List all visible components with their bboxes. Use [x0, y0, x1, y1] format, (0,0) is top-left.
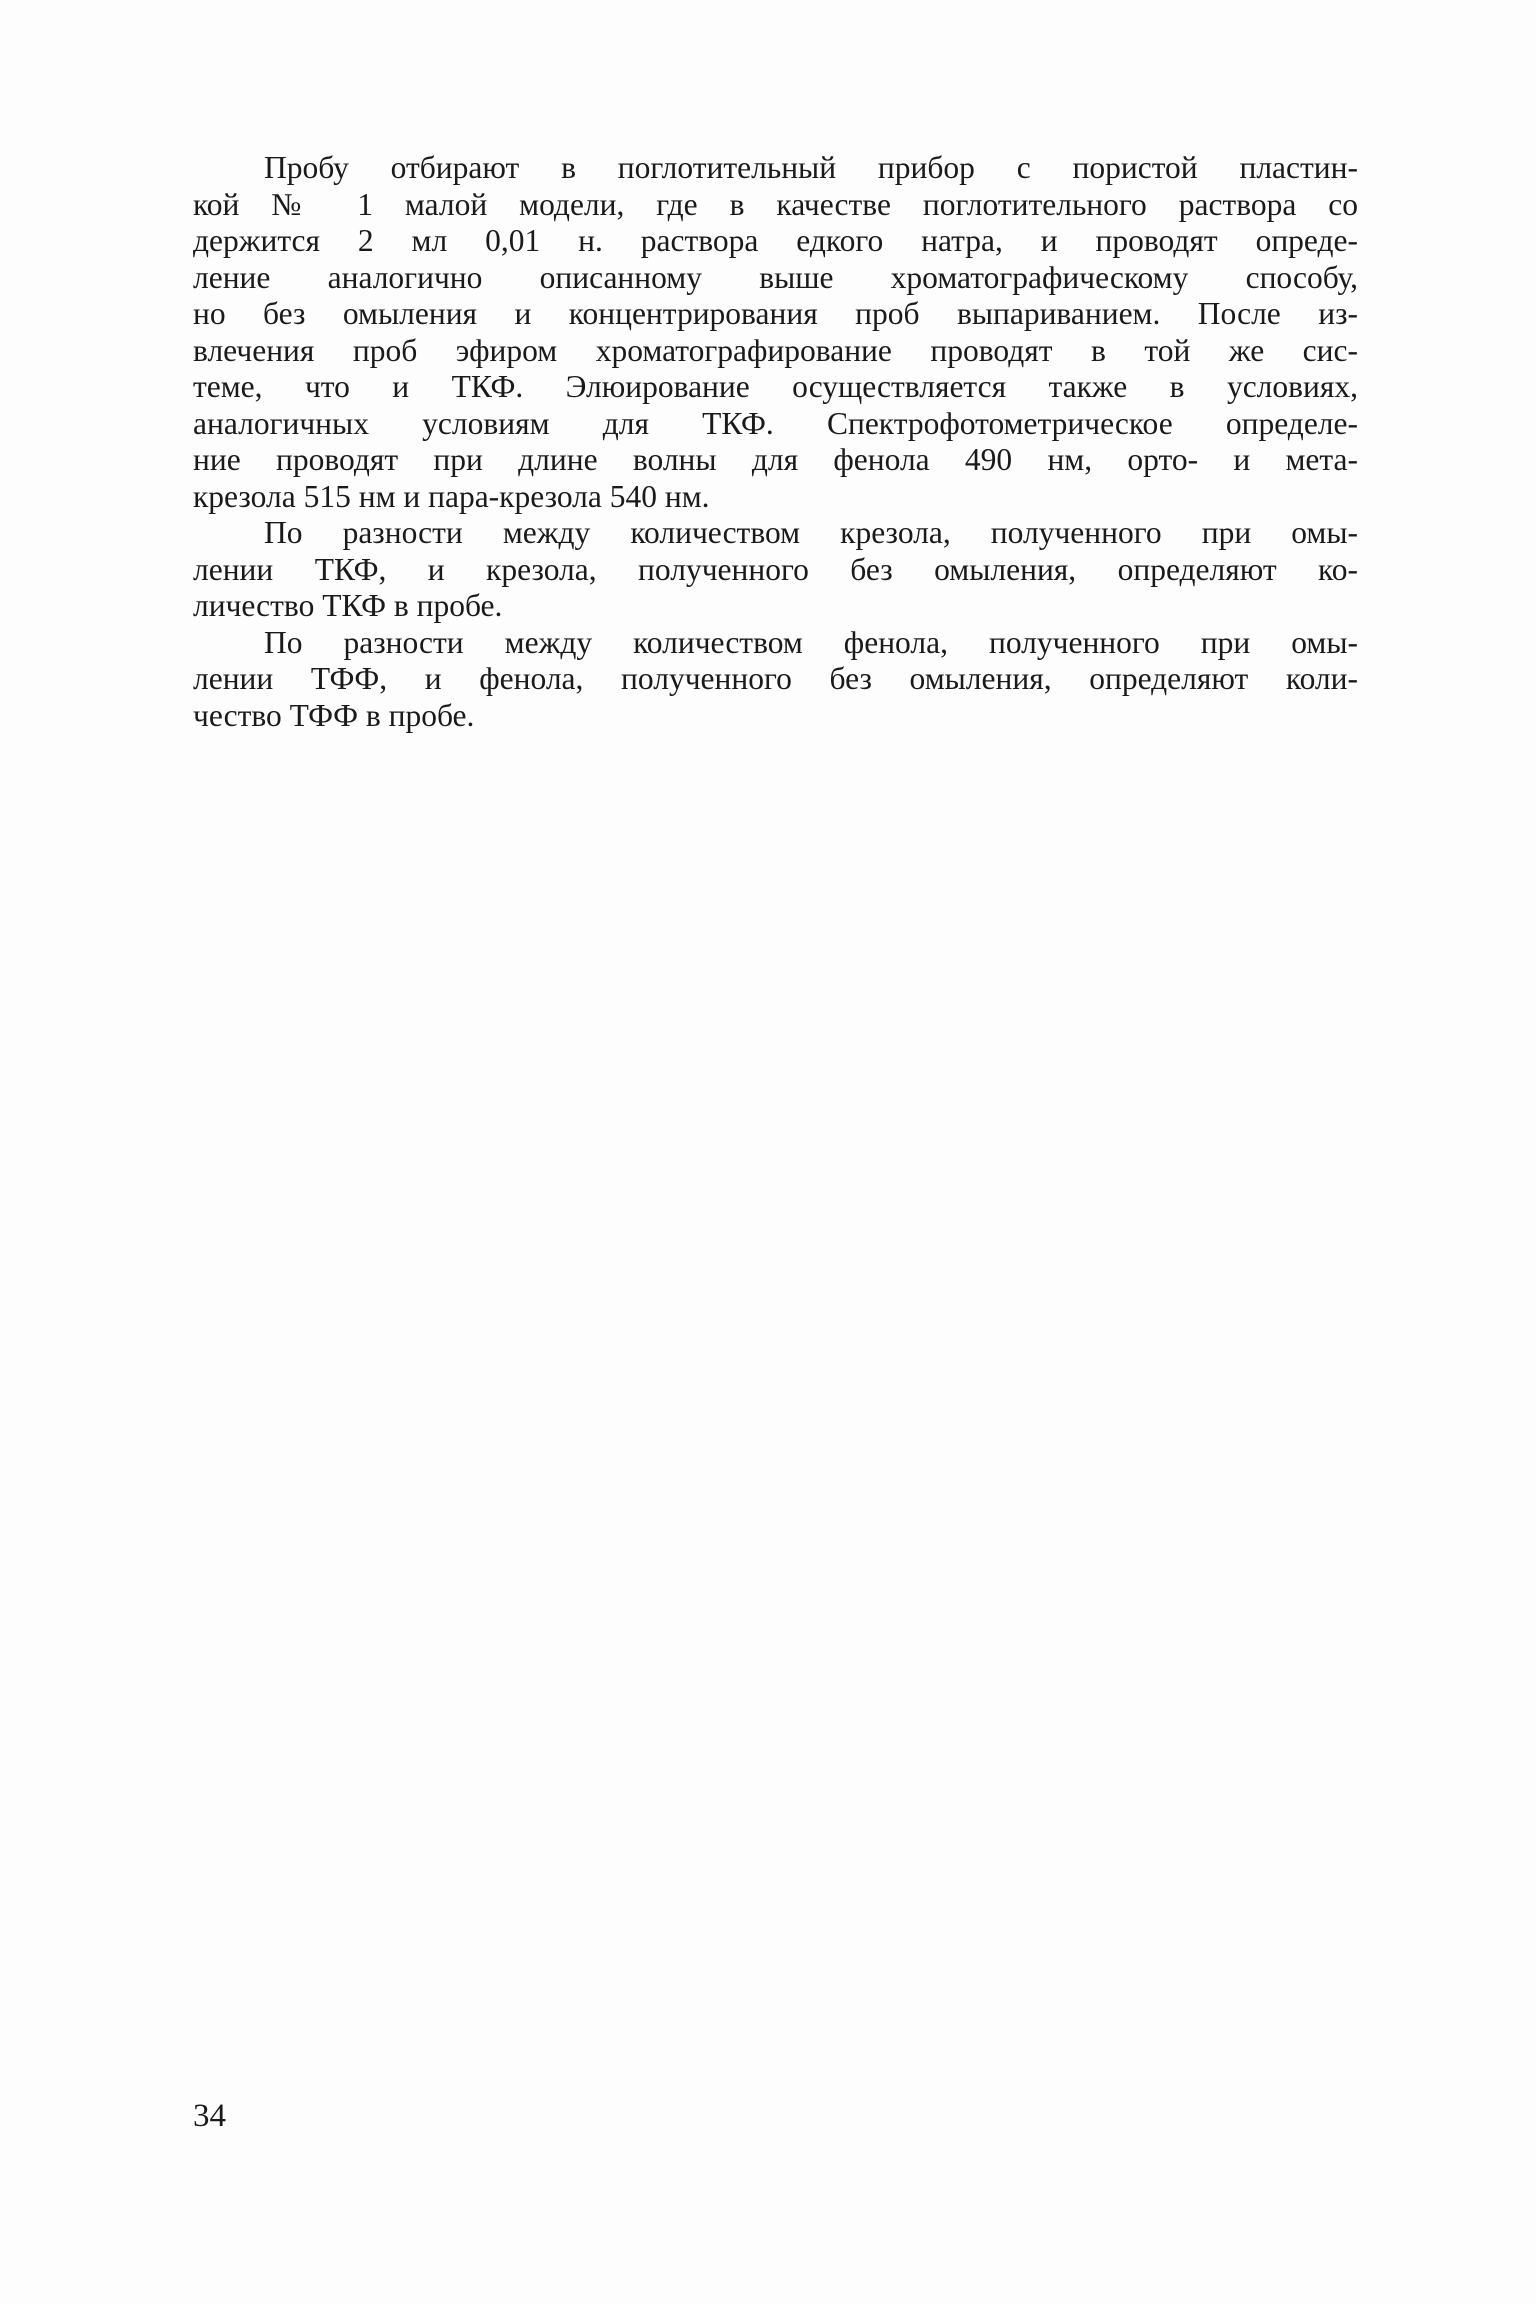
- text-line: По разности между количеством фенола, полученного при омы-: [264, 624, 1358, 660]
- text-line: крезола 515 нм и пара-крезола 540 нм.: [193, 478, 710, 514]
- page-number: 34: [193, 2098, 226, 2134]
- text-line: теме, что и ТКФ. Элюирование осуществляется также в условиях,: [193, 369, 1358, 404]
- paragraph-cresol-difference: [193, 515, 1358, 625]
- text-line: аналогичных условиям для ТКФ. Спектрофотометрическое определе-: [193, 405, 1358, 441]
- text-line: ление аналогично описанному выше хроматографическому способу,: [193, 259, 1358, 295]
- text-line: но без омыления и концентрирования проб выпариванием. После из-: [193, 296, 1358, 331]
- text-line: чество ТФФ в пробе.: [193, 697, 475, 733]
- text-line: лении ТФФ, и фенола, полученного без омыления, определяют коли-: [193, 661, 1358, 696]
- text-line: личество ТКФ в пробе.: [193, 588, 503, 623]
- text-line: ние проводят при длине волны для фенола 490 нм, орто- и мета-: [193, 442, 1358, 477]
- text-line: влечения проб эфиром хроматографирование проводят в той же сис-: [193, 332, 1358, 368]
- text-line: кой № 1 малой модели, где в качестве поглотительного раствора со: [193, 186, 1358, 222]
- text-line: лении ТКФ, и крезола, полученного без омыления, определяют ко-: [193, 551, 1358, 587]
- paragraph-sampling: [193, 150, 1358, 515]
- body-text: [193, 150, 1358, 734]
- text-line: По разности между количеством крезола, полученного при омы-: [264, 515, 1358, 550]
- text-line: Пробу отбирают в поглотительный прибор с пористой пластин-: [264, 150, 1358, 185]
- text-line: держится 2 мл 0,01 н. раствора едкого натра, и проводят опреде-: [193, 223, 1358, 258]
- paragraph-phenol-difference: [193, 625, 1358, 735]
